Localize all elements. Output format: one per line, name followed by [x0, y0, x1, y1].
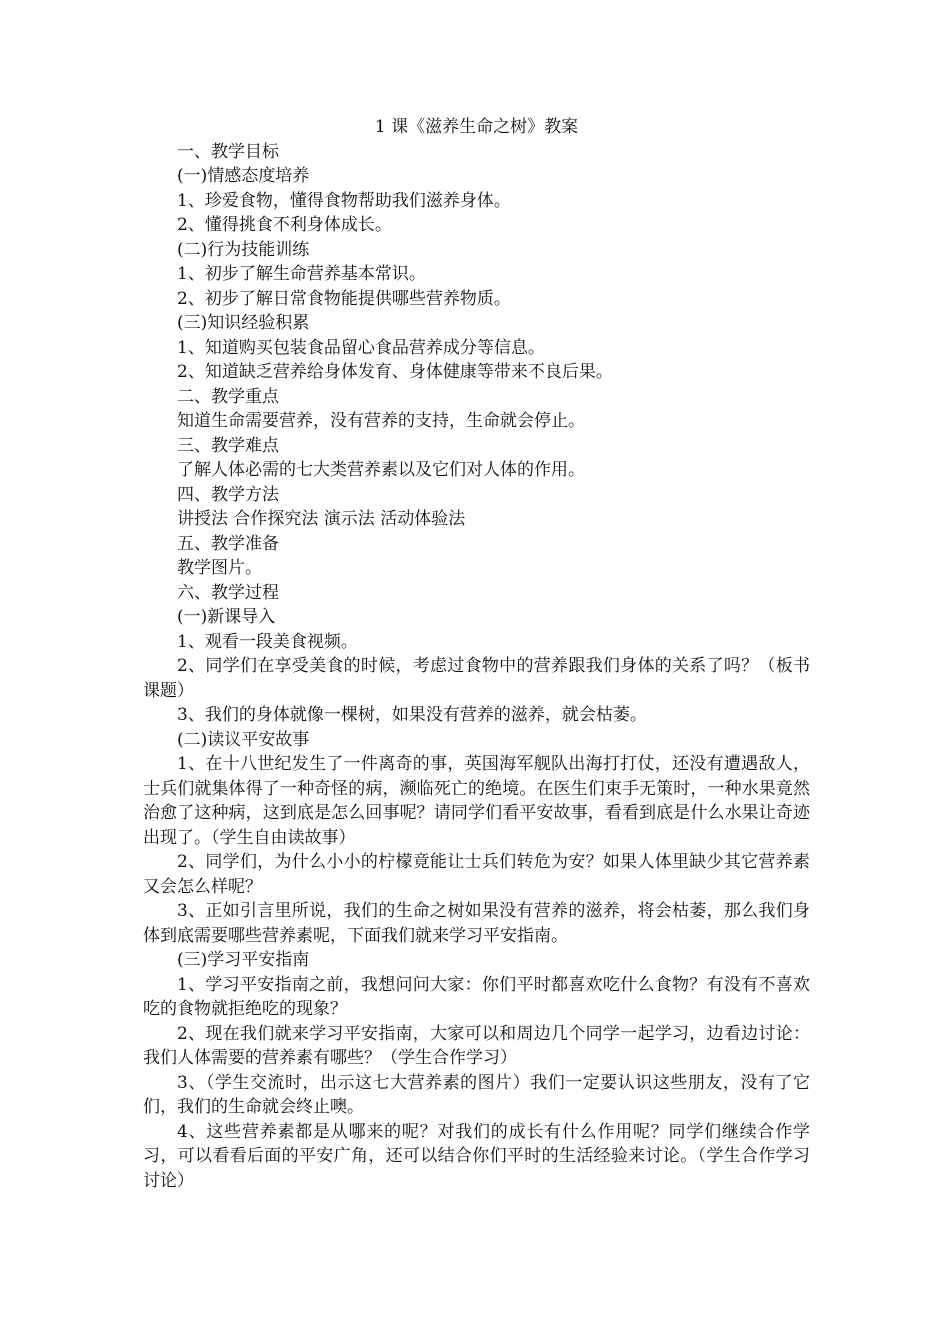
- body-paragraph: 3、（学生交流时，出示这七大营养素的图片）我们一定要认识这些朋友，没有了它们，我们的生命就会终止噢。: [143, 1072, 810, 1117]
- body-paragraph: 1、在十八世纪发生了一件离奇的事，英国海军舰队出海打打仗，还没有遭遇敌人，士兵们就集体得了一种奇怪的病，濒临死亡的绝境。在医生们束手无策时，一种水果竟然治愈了这种病，这到底是怎么回事呢？请同学们看平安故事，看看到底是什么水果让奇迹出现了。（学生自由读故事）: [143, 754, 810, 848]
- body-line: 了解人体必需的七大类营养素以及它们对人体的作用。: [177, 460, 585, 480]
- body-line: 2、初步了解日常食物能提供哪些营养物质。: [177, 288, 511, 309]
- body-line: 一、教学目标: [177, 141, 279, 162]
- body-line: 知道生命需要营养，没有营养的支持，生命就会停止。: [177, 411, 585, 431]
- body-paragraph: 1、学习平安指南之前，我想问问大家：你们平时都喜欢吃什么食物？有没有不喜欢吃的食物就拒绝吃的现象？: [143, 974, 810, 1019]
- body-paragraph: 2、同学们在享受美食的时候，考虑过食物中的营养跟我们身体的关系了吗？（板书课题）: [143, 656, 810, 701]
- document-title: 1 课《滋养生命之树》教案: [374, 117, 579, 137]
- body-line: (三)学习平安指南: [177, 950, 310, 970]
- body-paragraph: 4、这些营养素都是从哪来的呢？对我们的成长有什么作用呢？同学们继续合作学习，可以看看后面的平安广角，还可以结合你们平时的生活经验来讨论。（学生合作学习讨论）: [143, 1121, 810, 1191]
- body-line: 三、教学难点: [177, 435, 279, 456]
- body-line: (二)行为技能训练: [177, 239, 310, 260]
- body-line: 教学图片。: [177, 558, 262, 578]
- body-line: 2、知道缺乏营养给身体发育、身体健康等带来不良后果。: [177, 362, 613, 382]
- body-line: (三)知识经验积累: [177, 313, 310, 333]
- body-line: 2、懂得挑食不利身体成长。: [177, 215, 392, 235]
- body-line: 3、我们的身体就像一棵树，如果没有营养的滋养，就会枯萎。: [177, 705, 647, 725]
- body-paragraph: 2、现在我们就来学习平安指南，大家可以和周边几个同学一起学习，边看边讨论：我们人体需要的营养素有哪些？（学生合作学习）: [143, 1023, 810, 1068]
- body-line: 1、初步了解生命营养基本常识。: [177, 264, 426, 284]
- body-line: 二、教学重点: [177, 386, 279, 407]
- body-line: 1、知道购买包装食品留心食品营养成分等信息。: [177, 337, 545, 358]
- body-line: 1、珍爱食物，懂得食物帮助我们滋养身体。: [177, 190, 511, 211]
- body-line: 六、教学过程: [177, 582, 279, 603]
- body-line: (二)读议平安故事: [177, 729, 310, 750]
- body-line: (一)情感态度培养: [177, 166, 310, 186]
- body-line: 四、教学方法: [177, 484, 279, 505]
- body-paragraph: 3、正如引言里所说，我们的生命之树如果没有营养的滋养，将会枯萎，那么我们身体到底需要哪些营养素呢，下面我们就来学习平安指南。: [143, 901, 810, 946]
- body-line: 五、教学准备: [177, 533, 279, 554]
- body-paragraph: 2、同学们，为什么小小的柠檬竟能让士兵们转危为安？如果人体里缺少其它营养素又会怎么样呢？: [143, 852, 810, 897]
- body-line: 1、观看一段美食视频。: [177, 631, 358, 652]
- body-line: 讲授法 合作探究法 演示法 活动体验法: [177, 509, 466, 529]
- document-body: [143, 140, 810, 1194]
- body-line: (一)新课导入: [177, 607, 276, 627]
